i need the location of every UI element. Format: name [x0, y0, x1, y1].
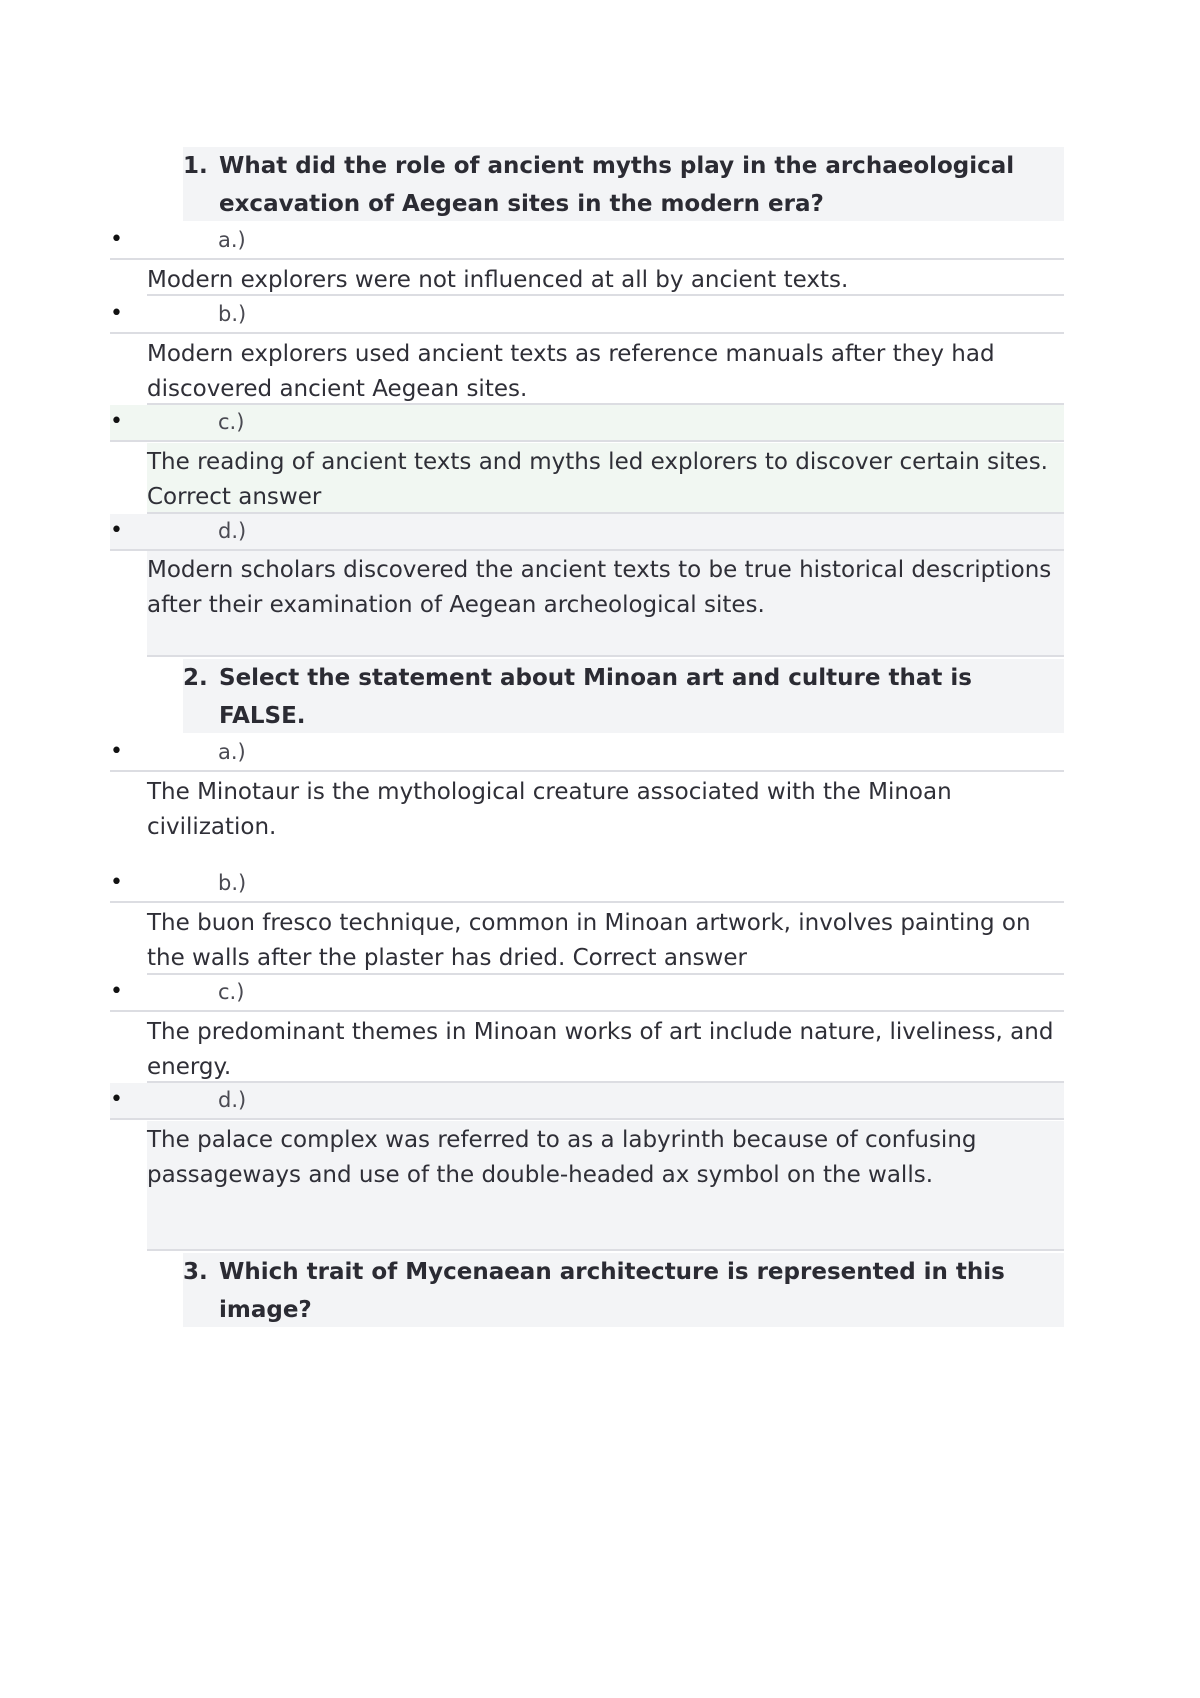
- option-1a-row[interactable]: [110, 223, 1064, 260]
- option-2b-text-correct: The buon fresco technique, common in Minoan artwork, involves painting on the walls after the plaster has dried. Correct answer: [147, 904, 1064, 975]
- question-2-heading: [183, 659, 1064, 733]
- option-letter: c.): [218, 410, 245, 434]
- bullet: •: [110, 739, 123, 764]
- option-letter: a.): [218, 228, 246, 252]
- question-number: 3.: [183, 1259, 208, 1285]
- option-letter: b.): [218, 871, 247, 895]
- option-2b-row[interactable]: [110, 866, 1064, 903]
- question-number: 2.: [183, 665, 208, 691]
- bullet: •: [110, 518, 123, 543]
- question-text: Select the statement about Minoan art and culture that is FALSE.: [219, 665, 972, 729]
- option-2a-row[interactable]: [110, 735, 1064, 772]
- bullet: •: [110, 301, 123, 326]
- option-2c-text: The predominant themes in Minoan works of art include nature, liveliness, and energy.: [147, 1013, 1064, 1083]
- option-letter: b.): [218, 302, 247, 326]
- option-1c-row[interactable]: [110, 405, 1064, 442]
- question-3-heading: [183, 1253, 1064, 1327]
- bullet: •: [110, 227, 123, 252]
- option-letter: d.): [218, 519, 247, 543]
- option-2d-text: The palace complex was referred to as a labyrinth because of confusing passageways and use of the double-headed ax symbol on the walls.: [147, 1121, 1064, 1251]
- option-2c-row[interactable]: [110, 975, 1064, 1012]
- option-1d-text: Modern scholars discovered the ancient texts to be true historical descriptions after their examination of Aegean archeological sites.: [147, 551, 1064, 657]
- option-1d-row[interactable]: [110, 514, 1064, 551]
- option-2a-text: The Minotaur is the mythological creature associated with the Minoan civilization.: [147, 779, 952, 840]
- option-letter: a.): [218, 740, 246, 764]
- question-1-heading: [183, 147, 1064, 221]
- option-1c-text-correct: The reading of ancient texts and myths led explorers to discover certain sites. Correct answer: [147, 443, 1064, 514]
- bullet: •: [110, 409, 123, 434]
- option-letter: d.): [218, 1088, 247, 1112]
- option-2d-row[interactable]: [110, 1083, 1064, 1120]
- question-number: 1.: [183, 153, 208, 179]
- bullet: •: [110, 870, 123, 895]
- option-1b-text: Modern explorers used ancient texts as reference manuals after they had discovered ancient Aegean sites.: [147, 335, 1064, 405]
- option-letter: c.): [218, 980, 245, 1004]
- bullet: •: [110, 1087, 123, 1112]
- option-1b-row[interactable]: [110, 297, 1064, 334]
- bullet: •: [110, 979, 123, 1004]
- option-1a-text: Modern explorers were not influenced at all by ancient texts.: [147, 261, 1064, 296]
- question-text: Which trait of Mycenaean architecture is represented in this image?: [219, 1259, 1005, 1323]
- question-text: What did the role of ancient myths play in the archaeological excavation of Aegean sites in the modern era?: [219, 153, 1015, 217]
